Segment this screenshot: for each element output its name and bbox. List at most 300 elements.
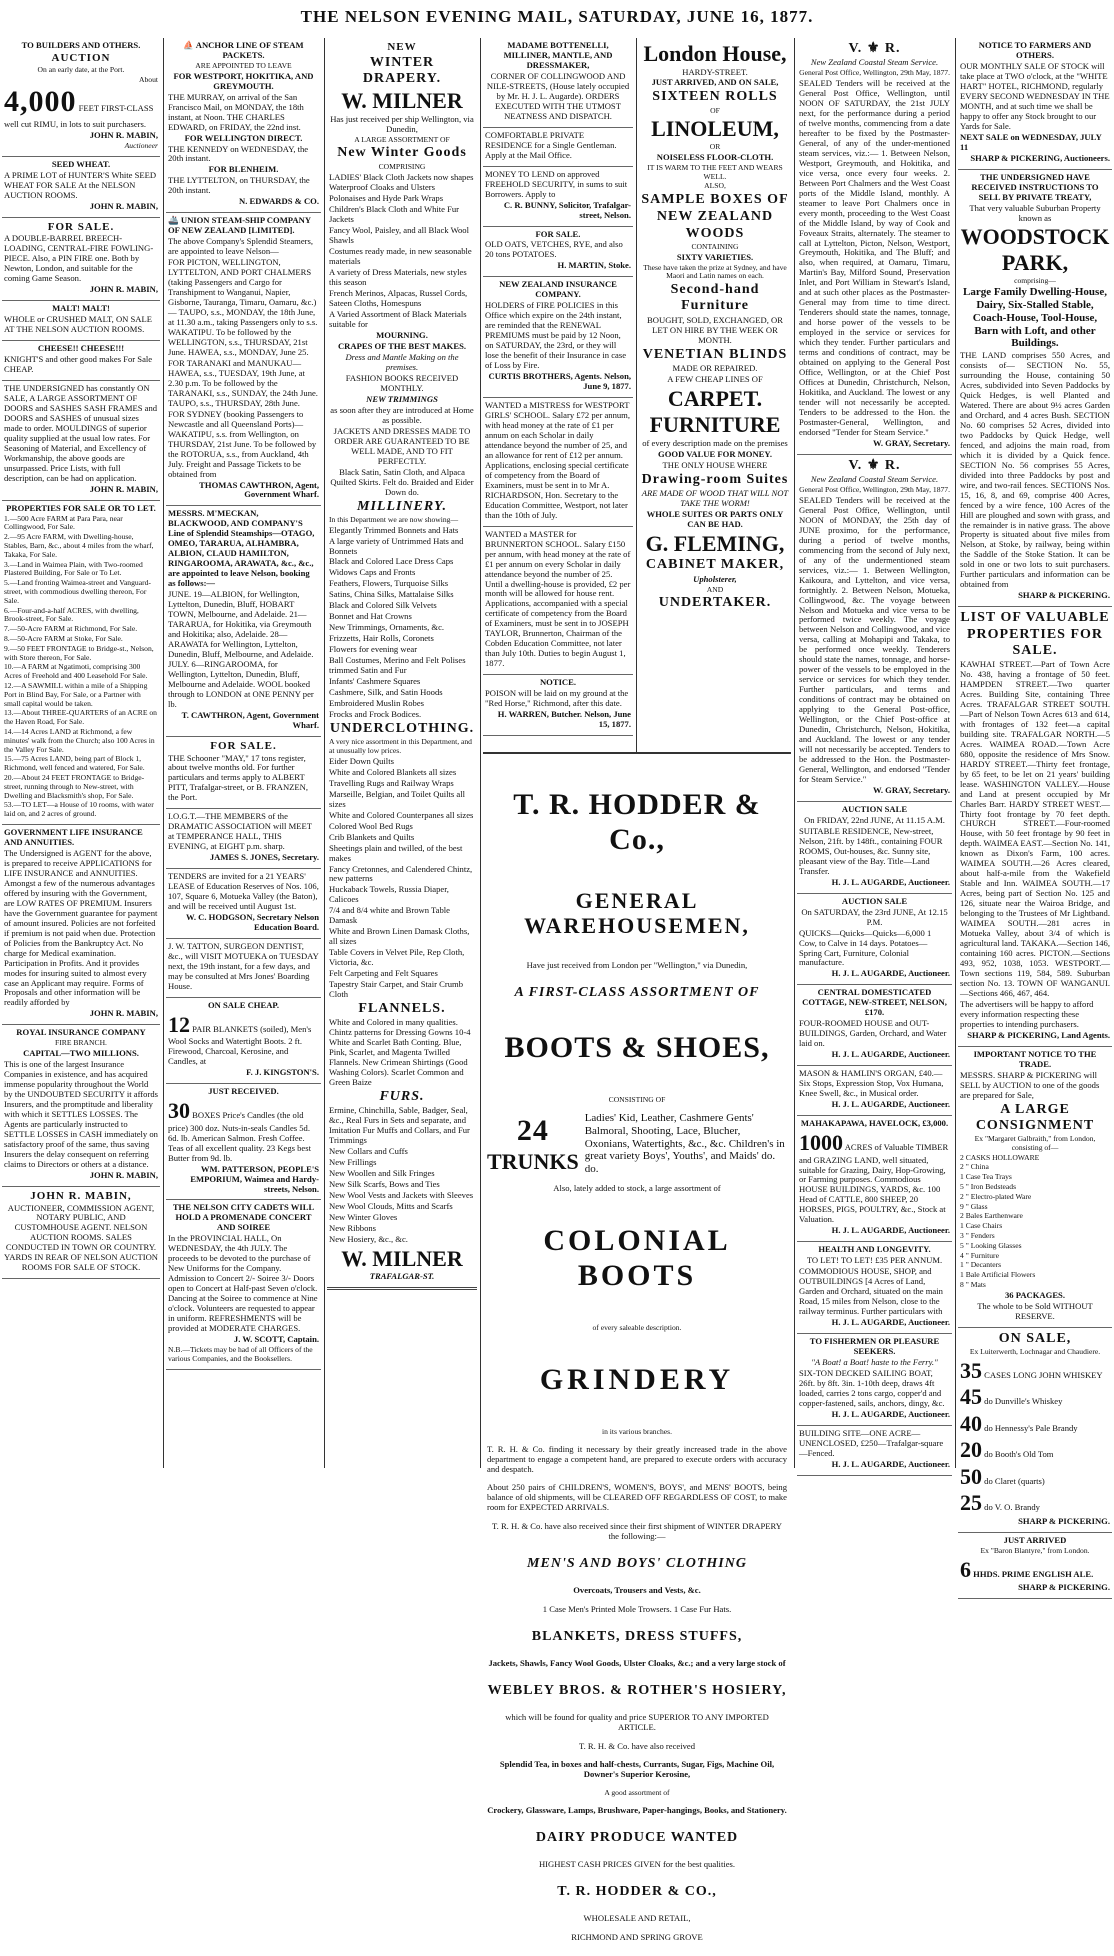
trimmings-text: as soon after they are introduced at Home as possible. [330, 404, 474, 425]
list-item: New Winter Gloves [329, 1212, 398, 1223]
auctioneer-name: JOHN R. MABIN, [89, 284, 158, 295]
ad-just-received [166, 1084, 321, 1200]
auction1-title: AUCTION SALE [841, 803, 908, 814]
ad-steam-service-2 [797, 455, 952, 802]
properties-title: PROPERTIES FOR SALE OR TO LET. [6, 502, 156, 513]
auctioneer-name: JOHN R. MABIN, [89, 130, 158, 141]
millinery-title: MILLINERY. [357, 498, 447, 514]
anchor-title [168, 41, 319, 61]
spirit-count: 35 [960, 1357, 982, 1383]
list-item: LADIES' Black Cloth Jackets now shapes [329, 171, 474, 182]
wellington-head: FOR WELLINGTON DIRECT. [184, 132, 303, 143]
undertaker: UNDERTAKER. [658, 595, 772, 611]
list-item: 5 " Looking Glasses [960, 1240, 1022, 1250]
kingston-sig: F. J. KINGSTON'S. [246, 1067, 319, 1078]
gray2: W. GRAY, Secretary. [873, 784, 950, 795]
auctioneer-name: JOHN R. MABIN, [89, 1008, 158, 1019]
finding: T. R. H. & Co. finding it necessary by their greatly increased trade in the above department to engage a competent hand, are prepared to execute orders with accuracy and despatch. [487, 1443, 787, 1474]
every: of every description made on the premises [642, 437, 788, 448]
list-item: Fancy Wool, Paisley, and all Black Wool Shawls [329, 225, 469, 246]
num24: 24 [516, 1113, 549, 1147]
spirits-list [960, 1358, 1110, 1516]
ad-fowling-piece [2, 218, 160, 302]
spirit-label: do Dunville's Whiskey [982, 1396, 1063, 1407]
mmeckan-text: JUNE. 19—ALBION, for Wellington, Lyttelton, Dunedin, Bluff, HOBART TOWN, Melbourne, and Adelaide. 21—TARARUA, for Hokitika, via Greymouth and Hokitika; also, Adelaide. 28—ARAWATA for Wellington, Lyttelton, Dunedin, Bluff, Melbourne, and Adelaide. JULY. 6—RINGAROOMA, for Wellington, Lyttelton, Dunedin, Bluff, Melbourne and Adelaide. WOOL booked through to LONDON at ONE PENNY per lb. [168, 589, 314, 709]
list-item: 14.—14 Acres LAND at Richmond, a few minutes' walk from the Church; also 100 Acres in the Valley For Sale. [4, 727, 155, 754]
spirit-count: 45 [960, 1384, 982, 1410]
tolet: TO LET! TO LET! £35 PER ANNUM. [806, 1255, 943, 1266]
auction1-text: SUITABLE RESIDENCE, New-street, Nelson, 21ft. by 148ft., containing FOUR ROOMS, Out-houses, &c. Sunny site, pleasant view of the Bay. Title—Land Transfer. [799, 825, 943, 876]
tender2: SEALED Tenders will be received at the General Post Office, Wellington, until NOON of MONDAY, the 25th day of JUNE proximo, for the performance, during a period of twelve months, commencing from the second of July next, of any of the undermentioned steam services, viz.:— 1. Between Wellington, Kaikoura, and Lyttelton, and vice versa, fortnightly. 2. Between Nelson, Motueka, Collingwood, &c. The voyage between Nelson and Motueka and vice versa to be performed twice weekly. The voyage between Nelson and Collingwood, and vice versa, calling at Mohapipi and Takaka, to be performed once weekly. Tenderers should state the names, tonnage, and horse-power of the vessels to be employed in the service or services for which they tender. Further particulars, and terms and conditions of contract may be obtained on applying to the General Post-office, Wellington, or the Chief Post-office at Dunedin, Christchurch, Nelson, Hokitika, and Auckland. The lowest or any tender will not necessarily be accepted. Tenders to be addressed to the Hon. the Postmaster-General, Wellington, and endorsed "Tender for Steam Service." [799, 494, 950, 784]
cottage-title: CENTRAL DOMESTICATED COTTAGE, NEW-STREET, NELSON, £170. [802, 987, 947, 1018]
bunny-sig: C. R. BUNNY, Solicitor, Trafalgar-street, Nelson. [503, 199, 631, 220]
list-item: Felt Carpeting and Felt Squares [329, 968, 438, 979]
ad-malt [2, 301, 160, 341]
ad-doors-sashes [2, 381, 160, 501]
furs-text: Ermine, Chinchilla, Sable, Badger, Seal, &c., Real Furs in Sets and separate, and Imitation Fur Muffs and Collars, and Fur Trimmings [329, 1105, 470, 1146]
list-item: 2 CASKS HOLLOWARE [960, 1152, 1040, 1162]
v-letter: V. [848, 41, 863, 56]
column-2 [166, 38, 321, 1468]
goods-title: New Winter Goods [337, 145, 467, 161]
union-picton: FOR PICTON, WELLINGTON, LYTTELTON, AND PORT CHALMERS (taking Passengers and Cargo for Transhipment to Wanganui, Napier, Gisborne, Tauranga, Timaru, Oamaru, &c.) — TAUPO, s.s., MONDAY, the 18th June, at 11.30 a.m., taking Passengers only to s.s. WAKATIPU. To be followed by the WELLINGTON, s.s., THURSDAY, 21st June. HAWEA, s.s., MONDAY, June 25. [168, 257, 318, 357]
consign-list [960, 1154, 1110, 1290]
list-item: Marseille, Belgian, and Toilet Quilts all sizes [329, 788, 465, 809]
consignment: A LARGE CONSIGNMENT [975, 1101, 1095, 1133]
sale2-text: THE Schooner "MAY," 17 tons register, about twelve months old. For further particulars and terms apply to ALBERT PITT, Trafalgar-street, or B. FRANZEN, the Port. [168, 752, 309, 803]
whole: The whole to be Sold WITHOUT RESERVE. [977, 1300, 1093, 1321]
list-item: 20.—About 24 FEET FRONTAGE to Bridge-street, running through to New-street, with Dwelling and Blacksmith's shop, For Sale. [4, 773, 145, 800]
secondhand: Second-hand Furniture [670, 282, 760, 314]
list-item: Embroidered Muslin Robes [329, 698, 424, 709]
scott-sig: J. W. SCOTT, Captain. [233, 1334, 319, 1345]
carpet: CARPET. [667, 385, 763, 411]
undersigned-title: THE UNDERSIGNED HAVE RECEIVED INSTRUCTIONS TO SELL BY PRIVATE TREATY, [971, 171, 1099, 202]
ad-building-site [797, 1426, 952, 1476]
footer-place: TRAFALGAR-ST. [369, 1271, 435, 1282]
footer-place: RICHMOND AND SPRING GROVE [571, 1932, 703, 1943]
gray1: W. GRAY, Secretary. [873, 437, 950, 448]
ad-property-list [958, 607, 1112, 1047]
list-item: 1 Case Chairs [960, 1221, 1003, 1231]
moleskins: 1 Case Men's Printed Mole Trowsers. 1 Case Fur Hats. [542, 1603, 732, 1614]
list-item: 1 Bale Artificial Flowers [960, 1270, 1036, 1280]
flannels-text: White and Colored in many qualities. Chintz patterns for Dressing Gowns 10-4 White and Scarlet Bath Conting. Blue, Pink, Scarlet, and Magenta Twilled Flannels. New Crimean Shirtings (Good Washing Colors). Scarlet Common and Green Baize [329, 1017, 471, 1088]
list-item: 3.—Land in Waimea Plain, with Two-roomed Plastered Building, For Sale or To Let. [4, 559, 143, 578]
comprising: comprising— [1014, 275, 1056, 285]
augarde-sig: H. J. L. AUGARDE, Auctioneer. [831, 876, 950, 887]
land-text: THE LAND comprises 550 Acres, and consists of— SECTION No. 55, surrounding the House, containing 50 Acres, subdivided into Seven Paddocks by Quick Hedges, is well Planted and Watered. There are about 9½ acres Garden and Orchard, and 4 acres Bush. SECTION No. 60 comprises 52 Acres, divided into two Paddocks by Quick Hedge, well fenced, and adjoins the main road, from which it is divided by a Quick fence. SECTION No. 56 comprises 55 Acres, divided into three Paddocks by post and wire, and two-rail fences. SECTIONS Nos. 15, 16, 8, and 69, comprise 400 Acres, fenced by a wire fence, 100 Acres of the Hill are ploughed and sown with grass, and the remainder is in native grass. The above Property is situated about five miles from Nelson, at Stoke, by railway, being within the Saddle of the Stoke Station. It can be sold in one or two lots to suit purchasers. Further particulars and information can be obtained from [960, 350, 1110, 590]
residence-text: COMFORTABLE PRIVATE RESIDENCE for a Single Gentleman. Apply at the Mail Office. [485, 129, 617, 160]
auction2-title: AUCTION SALE [841, 895, 908, 906]
overcoats: Overcoats, Trousers and Vests, &c. [573, 1585, 701, 1596]
mabin-card-text: AUCTIONEER, COMMISSION AGENT, NOTARY PUBLIC, AND CUSTOMHOUSE AGENT. NELSON AUCTION ROOMS. SALES CONDUCTED IN TOWN OR COUNTRY. YARDS IN REAR OF NELSON AUCTION ROOMS FOR SALE OF STOCK. [4, 1202, 158, 1273]
v-letter: V. [848, 457, 863, 473]
trunks-block [487, 1112, 787, 1176]
sharp-sig: SHARP & PICKERING, Auctioneers. [970, 152, 1110, 163]
ad-ale [958, 1533, 1112, 1599]
ad-cadets [166, 1200, 321, 1369]
mourning: MOURNING. [376, 330, 428, 341]
cawthron-sig: THOMAS CAWTHRON, Agent, Government Wharf. [199, 479, 319, 500]
rolls: SIXTEEN ROLLS [652, 89, 778, 105]
govt-title: GOVERNMENT LIFE INSURANCE AND ANNUITIES. [4, 826, 143, 847]
spirit-count: 40 [960, 1410, 982, 1436]
just-received: JUST ARRIVED [1003, 1534, 1067, 1545]
auctioneer-role: Auctioneer [124, 141, 158, 151]
auction2-date: On SATURDAY, the 23rd JUNE, At 12.15 P.M. [801, 906, 948, 927]
ad-union-steam [166, 213, 321, 506]
ad-bottenelli [483, 38, 633, 128]
list-item: Bonnet and Hat Crowns [329, 611, 412, 622]
list-item: 8 " Mats [960, 1280, 986, 1290]
woodstock-list: Large Family Dwelling-House, Dairy, Six-Stalled Stable, Coach-House, Tool-House, Barn with Loft, and other Buildings. [963, 286, 1107, 350]
crapes: CRAPES OF THE BEST MAKES. [337, 341, 467, 351]
list-item: Eider Down Quilts [329, 755, 394, 766]
list-item: Frizzetts, Hair Rolls, Coronets [329, 633, 434, 644]
ad-auction-1 [797, 802, 952, 894]
list-item: Infants' Cashmere Squares [329, 676, 421, 687]
trimmings-title: NEW TRIMMINGS [366, 393, 438, 404]
curtis-sig: CURTIS BROTHERS, Agents. Nelson, June 9, 1877. [488, 371, 631, 392]
heading: TO BUILDERS AND OTHERS. [21, 40, 141, 50]
martin-sig: H. MARTIN, Stoke. [557, 260, 631, 271]
spirit-label: do Hennessy's Pale Brandy [982, 1422, 1078, 1433]
cheese-title: CHEESE!! CHEESE!!! [37, 343, 125, 354]
acres-text: ACRES of Valuable TIMBER and GRAZING LAND, well situated, suitable for Grazing, Dairy, Hop-Growing, or Farming purposes. Commodious HOUSE BUILDINGS, YARDS, &c. 100 Head of CATTLE, 800 SHEEP, 20 HORSES, PIGS, POULTRY, &c., Stock at Valuation. [799, 1142, 949, 1225]
cadets-title: THE NELSON CITY CADETS WILL HOLD A PROMENADE CONCERT AND SOIREE [172, 1202, 315, 1233]
about-label: About [139, 74, 158, 84]
linoleum: LINOLEUM, [651, 116, 779, 142]
trunks: TRUNKS [487, 1148, 579, 1174]
cabinet: CABINET MAKER, [645, 557, 785, 573]
organ-text: MASON & HAMLIN'S ORGAN, £40.—Six Stops, Expression Stop, Vox Humana, Knee Swell, &c., in Musical order. [799, 1068, 944, 1099]
ad-important-notice [958, 1047, 1112, 1328]
union-title-text: UNION STEAM-SHIP COMPANY OF NEW ZEALAND [LIMITED]. [168, 215, 311, 236]
consignment-sub: Ex "Margaret Galbraith," from London, consisting of— [974, 1134, 1096, 1152]
dress-mantle: Dress and Mantle Making on the premises. [345, 351, 459, 372]
nzins-title: NEW ZEALAND INSURANCE COMPANY. [499, 279, 617, 300]
hhds-text: HHDS. PRIME ENGLISH ALE. [973, 1568, 1094, 1579]
list-item: French Merinos, Alpacas, Russel Cords, Sateen Cloths, Homespuns [329, 288, 468, 309]
list-item: Huckaback Towels, Russia Diaper, Calicoes [329, 884, 449, 905]
r-letter: R. [884, 457, 901, 473]
undersigned-text: THE UNDERSIGNED has constantly ON SALE, A LARGE ASSORTMENT OF DOORS and SASHES SASH FRAMES and DOORS and SASHES of unusual sizes made to order. MOULDINGS of superior quality supplied at the usual low rates. For Seasoning of Material, and Excellency of Workmanship, the above goods are unsurpassed. Price Lists, with full description, can be had on application. [4, 383, 158, 483]
fishermen-quote: "A Boat! a Boat! haste to the Ferry." [811, 1356, 938, 1367]
list-item: A large variety of Untrimmed Hats and Bonnets [329, 535, 464, 556]
colonial: COLONIAL BOOTS [543, 1224, 731, 1293]
crest-icon: ⚜ [866, 457, 881, 473]
union-title [168, 216, 319, 236]
sixty: SIXTY VARIETIES. [676, 251, 754, 262]
royal-title: ROYAL INSURANCE COMPANY [16, 1027, 146, 1038]
list-item: 2 " Electro-plated Ware [960, 1191, 1032, 1201]
received-title: JUST RECEIVED. [208, 1086, 279, 1097]
millinery-intro: In this Department we are now showing— [329, 514, 459, 524]
crest-icon: ⚜ [866, 41, 881, 56]
millinery-list [329, 526, 475, 720]
winter-title: WINTER DRAPERY. [362, 54, 442, 86]
cheap-num: 12 [168, 1011, 190, 1037]
ad-cottage [797, 985, 952, 1066]
spirit-count: 50 [960, 1463, 982, 1489]
column-6 [797, 38, 952, 1468]
steamship-icon: 🚢 [168, 215, 179, 226]
next-sale: NEXT SALE on WEDNESDAY, JULY 11 [960, 131, 1102, 152]
list-item: 6.—Four-and-a-half ACRES, with dwelling, Brook-street, For Sale. [4, 605, 139, 624]
augarde-sig: H. J. L. AUGARDE, Auctioneer. [831, 1317, 950, 1328]
list-item: Costumes ready made, in new seasonable materials [329, 246, 472, 267]
auctioneer-name: JOHN R. MABIN, [89, 200, 158, 211]
spirit-row [960, 1464, 1110, 1490]
tender1: SEALED Tenders will be received at the General Post Office, Wellington, until NOON OF SATURDAY, the 21st JULY next, for the performance during a period of twelve months, commencing from a date hereafter to be fixed by the Postmaster-General, of any of the under-mentioned steam services, viz.:— 1. Between Nelson, Westport, Greymouth, and Hokitika, and vice versa, once every four weeks. 2. Between Port Chalmers and the West Coast ports of the Middle Island, monthly. A steamer to leave Port Chalmers once in every month, proceeding to the West Coast of the Middle Island, by way of Cook and Foveaux Straits, alternately. The steamer to call at Lyttelton, Picton, Nelson, Westport, Greymouth, Hokitika, and The Bluff; and also, when required, at Oamaru, Timaru, Martin's Bay, Milford Sound, Preservation Inlet, and Port William in Stewart's Island, and at such other places as the Postmaster-General may from time to time direct. Tenderers should state the names, tonnage, and horse power of the vessels to be employed in the service or services for which they tender. Further particulars and terms and conditions of contract, may be obtained on applying to the General Post Office, Wellington, or at the Chief Post Offices at Dunedin, Christchurch, Nelson, Hokitika, and Auckland. The lowest or any tender will not necessarily be accepted. Tenders to be addressed to the Hon. the Postmaster-General, Wellington, and endorsed "Tender for Steam Service." [799, 78, 950, 437]
ad-london-house [639, 38, 791, 617]
list-item: 15.—75 Acres LAND, being part of Block 1, Richmond, well fenced and watered, For Sale. [4, 754, 145, 773]
drawing: Drawing-room Suites [641, 471, 789, 487]
footer-role: WHOLESALE AND RETAIL, [583, 1913, 691, 1924]
list-item: 7/4 and 8/4 white and Brown Table Damask [329, 905, 450, 926]
list-item: Crib Blankets and Quilts [329, 831, 415, 842]
list-item: 2.—95 Acre FARM, with Dwelling-house, Stables, Barn, &c., about 4 miles from the wharf, Takaka, For Sale. [4, 532, 154, 559]
ex: Ex Luiterwerth, Lochnagar and Chaudiere. [969, 1346, 1101, 1356]
hhds-offer [960, 1557, 1110, 1583]
list-item: White and Brown Linen Damask Cloths, all sizes [329, 926, 470, 947]
augarde-sig: H. J. L. AUGARDE, Auctioneer. [831, 1408, 950, 1419]
ad-notice [483, 675, 633, 736]
upholsterer: Upholsterer, [693, 573, 737, 584]
union-intro: The above Company's Splendid Steamers, are appointed to leave Nelson— [168, 236, 313, 257]
ad-farmers [958, 38, 1112, 170]
sharp3-sig: SHARP & PICKERING, Land Agents. [967, 1029, 1110, 1040]
list-item: Black and Colored Lace Dress Caps [329, 556, 454, 567]
ex2: Ex "Baron Blantyre," from London. [980, 1545, 1090, 1555]
nz-woods: NEW ZEALAND WOODS [656, 209, 774, 241]
ad-schooner [166, 737, 321, 810]
ad-oats [483, 227, 633, 278]
hodder-first-class: A FIRST-CLASS ASSORTMENT OF [514, 984, 760, 1000]
blenheim-head: FOR BLENHEIM. [208, 164, 279, 175]
list-item: Frocks and Frock Bodices. [329, 709, 422, 720]
iogt-title: I.O.G.T.—THE MEMBERS of the DRAMATIC ASSOCIATION will MEET at TEMPERANCE HALL, THIS EVENING, at EIGHT p.m. sharp. [168, 811, 312, 852]
received-num: 30 [168, 1098, 190, 1124]
cadets-nb: N.B.—Tickets may be had of all Officers of the various Companies, and the Booksellers. [168, 1345, 313, 1363]
timber-text: FEET FIRST-CLASS well cut RIMU, in lots to suit purchasers. [4, 103, 154, 130]
edwards-sig: N. EDWARDS & CO. [239, 196, 319, 207]
hodder-received: Have just received from London per "Wellington," via Dunedin, [526, 959, 748, 970]
milner-title: W. MILNER [341, 88, 463, 114]
ad-timber-auction [2, 38, 160, 157]
anchor-title-text: ANCHOR LINE OF STEAM PACKETS. [195, 40, 304, 60]
bought: BOUGHT, SOLD, EXCHANGED, OR LET ON HIRE BY THE WEEK OR MONTH. [647, 314, 783, 345]
ad-residence [483, 128, 633, 167]
auctioneer-name: JOHN R. MABIN, [89, 1169, 158, 1180]
nzins-text: HOLDERS of FIRE POLICIES in this Office which expire on the 24th instant, are reminded that the RENEWAL PREMIUMS must be paid by 12 Noon, on SATURDAY, the 23rd, or they will lose the benefit of their Insurance in case of Loss by Fire. [485, 300, 627, 371]
spirit-count: 20 [960, 1437, 982, 1463]
ad-organ [797, 1066, 952, 1116]
blenheim-text: THE LYTTELTON, on THURSDAY, the 20th instant. [168, 175, 310, 196]
money-text: MONEY TO LEND on approved FREEHOLD SECURITY, in sums to suit Borrowers. Apply to [485, 168, 628, 199]
ad-royal-insurance [2, 1025, 160, 1186]
list-title: LIST OF VALUABLE PROPERTIES FOR SALE. [960, 610, 1110, 658]
list-item: 1 " Decanters [960, 1260, 1002, 1270]
list-item: 53.—TO LET—a House of 10 rooms, with water laid on, and 2 acres of ground. [4, 800, 154, 819]
ad-master [483, 527, 633, 676]
or: OR [709, 142, 721, 151]
list-item: 4 " Furniture [960, 1250, 999, 1260]
list-item: New Wool Clouds, Mitts and Scarfs [329, 1201, 453, 1212]
list-item: 5.—Land fronting Waimea-street and Vanguard-street, with commodious dwelling thereon, For Sale. [4, 578, 151, 605]
ship-icon: ⛵ [183, 40, 195, 50]
ad-tatton [166, 939, 321, 998]
cheap-title: ON SALE CHEAP. [207, 999, 280, 1010]
list-item: New Silk Scarfs, Bows and Ties [329, 1179, 440, 1190]
for-sale-text: A DOUBLE-BARREL BREECH-LOADING, CENTRAL-FIRE FOWLING-PIECE. Also, a PIN FIRE one. Both by Newton, London, and suitable for the coming Game Season. [4, 233, 154, 284]
masthead: THE NELSON EVENING MAIL, SATURDAY, JUNE 16, 1877. [300, 7, 814, 26]
on-sale: ON SALE, [998, 1330, 1072, 1346]
health-title: HEALTH AND LONGEVITY. [818, 1244, 931, 1255]
footer-name: T. R. HODDER & CO., [557, 1884, 717, 1900]
only-house: THE ONLY HOUSE WHERE [662, 459, 768, 470]
patterson-sig: WM. PATTERSON, PEOPLE'S EMPORIUM, Waimea and Hardy-streets, Nelson. [190, 1163, 319, 1194]
crest-2 [799, 458, 950, 474]
auction-sub: On an early date, at the Port. [37, 64, 125, 74]
for-sale-title: FOR SALE. [47, 220, 115, 233]
westport-text: THE MURRAY, on arrival of the San Francisco Mail, on MONDAY, the 18th instant, at Noon. THE CHARLES EDWARD, on FRIDAY, the 22nd inst. [168, 91, 304, 132]
building-text: BUILDING SITE—ONE ACRE—UNENCLOSED, £250—Trafalgar-square—Fenced. [799, 1427, 944, 1458]
list-item: 9 " Glass [960, 1201, 988, 1211]
augarde-sig: H. J. L. AUGARDE, Auctioneer. [831, 1225, 950, 1236]
cheap-offer [168, 1012, 319, 1067]
list-item: Travelling Rugs and Railway Wraps [329, 777, 454, 788]
grindery: GRINDERY [539, 1362, 735, 1396]
hodder-consisting: CONSISTING OF [608, 1094, 666, 1104]
oats-text: OLD OATS, VETCHES, RYE, and also 20 tons POTATOES. [485, 239, 623, 260]
spirit-row [960, 1384, 1110, 1410]
health-text: COMMODIOUS HOUSE, SHOP, and OUTBUILDINGS [4 Acres of Land, Garden and Orchard, situated on the main Road, 15 miles from Nelson, close to the railway terminus. Further particulars with [799, 1266, 943, 1317]
timber-offer [4, 85, 158, 130]
fishermen-title: TO FISHERMEN OR PLEASURE SEEKERS. [809, 1336, 940, 1357]
list-item: White and Colored Blankets all sizes [329, 766, 457, 777]
ad-hodder [483, 752, 791, 1943]
auction-title: AUCTION [51, 51, 111, 64]
r-letter: R. [884, 41, 901, 56]
list-item: A Varied Assortment of Black Materials suitable for [329, 309, 467, 330]
column-rule [163, 38, 164, 1468]
list-item: Flowers for evening wear [329, 644, 418, 655]
hodder-title: T. R. HODDER & Co., [513, 788, 761, 856]
fishermen-text: SIX-TON DECKED SAILING BOAT, 26ft. by 8ft. 3in. 1-10th deep, draws 4ft loaded, carries 2 tons cargo, copper'd and copper-fastened, sails, anchors, dingy, &c. [799, 1367, 945, 1408]
list-item: Table Covers in Velvet Pile, Rep Cloth, Victoria, &c. [329, 947, 465, 968]
augarde-sig: H. J. L. AUGARDE, Auctioneer. [831, 968, 950, 979]
received-offer [168, 1098, 319, 1163]
assortment: A LARGE ASSORTMENT OF [354, 134, 450, 144]
london-title: London House, [643, 41, 787, 66]
list-item: Widows Caps and Fronts [329, 567, 416, 578]
list-item: A variety of Dress Materials, new styles this season [329, 267, 467, 288]
mahakapawa: MAHAKAPAWA, HAVELOCK, £3,000. [800, 1118, 949, 1129]
fashion: FASHION BOOKS RECEIVED MONTHLY. [345, 372, 459, 393]
list-item: New Wool Vests and Jackets with Sleeves [329, 1190, 474, 1201]
list-item: Cashmere, Silk, and Satin Hoods [329, 687, 443, 698]
superior: which will be found for quality and price SUPERIOR TO ANY IMPORTED ARTICLE. [505, 1712, 769, 1733]
list-item: Colored Wool Bed Rugs [329, 820, 413, 831]
list-item: 2 " China [960, 1162, 989, 1172]
saleable: of every saleable description. [592, 1322, 682, 1332]
ad-properties [2, 501, 160, 825]
list-item: Tapestry Stair Carpet, and Stair Crumb Cloth [329, 979, 464, 1000]
whole-suites: WHOLE SUITES OR PARTS ONLY CAN BE HAD. [646, 508, 784, 529]
malt-title: MALT! MALT! [52, 303, 110, 314]
highest: HIGHEST CASH PRICES GIVEN for the best qualities. [538, 1859, 736, 1870]
webley: WEBLEY BROS. & ROTHER'S HOSIERY, [487, 1682, 787, 1698]
london-sub: HARDY-STREET. [682, 66, 748, 77]
underclothing-title: UNDERCLOTHING. [329, 721, 475, 736]
list-item: Waterproof Cloaks and Ulsters [329, 182, 435, 193]
venetian: VENETIAN BLINDS [642, 346, 788, 362]
ad-seed-wheat [2, 157, 160, 218]
footer-name: W. MILNER [341, 1245, 463, 1271]
blankets: BLANKETS, DRESS STUFFS, [531, 1628, 743, 1644]
column-rule [955, 38, 956, 1468]
ad-sale-cheap [166, 998, 321, 1084]
ad-government-insurance [2, 825, 160, 1025]
value: GOOD VALUE FOR MONEY. [658, 448, 772, 459]
spirit-row [960, 1411, 1110, 1437]
royal-sub: FIRE BRANCH. [55, 1038, 107, 1048]
list-item: 12.—A SAWMILL within a mile of a Shipping Port in Blind Bay, For Sale, or a Partner with small capital would be taken. [4, 681, 148, 708]
column-1 [2, 38, 160, 1468]
hodgson-sig: W. C. HODGSON, Secretary Nelson Education Board. [186, 912, 319, 933]
ad-mistress [483, 398, 633, 527]
list-item: Black and Colored Silk Velvets [329, 600, 437, 611]
augarde-sig: H. J. L. AUGARDE, Auctioneer. [831, 1458, 950, 1469]
tatton-text: J. W. TATTON, SURGEON DENTIST, &c., will VISIT MOTUEKA on TUESDAY next, the 19th instant, for a few days, and may be consulted at Mrs Jones' Boarding House. [168, 941, 319, 991]
augarde-sig: H. J. L. AUGARDE, Auctioneer. [831, 1049, 950, 1060]
ad-mahakapawa [797, 1116, 952, 1242]
important-text: MESSRS. SHARP & PICKERING will SELL by AUCTION to one of the goods are prepared for Sale, [960, 1069, 1100, 1100]
list-item: 13.—About THREE-QUARTERS of an ACRE on the Haven Road, For Sale. [4, 708, 157, 727]
mabin-card-title: JOHN R. MABIN, [30, 1189, 132, 1202]
list-item: New Collars and Cuffs [329, 1146, 408, 1157]
sixty-text: These have taken the prize at Sydney, and have Maori and Latin names on each. [643, 262, 787, 281]
containing: CONTAINING [691, 241, 739, 251]
ad-steam-service-1 [797, 38, 952, 455]
warren-sig: H. WARREN, Butcher. Nelson, June 15, 1877. [497, 709, 631, 730]
list-item: Children's Black Cloth and White Fur Jackets [329, 204, 460, 225]
list-item: New Frillings [329, 1157, 377, 1168]
underclothing-text: A very nice assortment in this Department, and at unusually low prices. [329, 737, 472, 756]
royal-capital: CAPITAL—TWO MILLIONS. [23, 1048, 139, 1059]
cawthron2-sig: T. CAWTHRON, Agent, Government Wharf. [181, 709, 319, 730]
ad-nz-insurance [483, 277, 633, 398]
ad-auction-2 [797, 894, 952, 986]
list-item: Sheetings plain and twilled, of the best makes [329, 842, 463, 863]
list-item: New Ribbons [329, 1223, 377, 1234]
spirit-label: CASES LONG JOHN WHISKEY [982, 1369, 1103, 1380]
list-item: 2 Bales Earthenware [960, 1211, 1023, 1221]
list-item: 9.—50 FEET FRONTAGE to Bridge-st., Nelson, with Store thereon, For Sale. [4, 643, 154, 662]
woodstock: WOODSTOCK PARK, [960, 224, 1110, 275]
list-text: KAWHAI STREET.—Part of Town Acre No. 438, having a frontage of 50 feet. HAMPDEN STREET.—Two quarter Acres. Building Site, containing Three Acres. TRAFALGAR STREET SOUTH.—Part of Nelson Town Acres 613 and 614, with frontages of 132 feet—a capital building site. TRAFALGAR NORTH.—5 Acres. WAIMEA ROAD.—Town Acre 680, opposite the residence of Mrs Snow. HARDY STREET.—Thirty feet frontage, by 65 feet, to be let on 21 years' building lease. WASHINGTON VALLEY.—House and Land at present occupied by Mr Charles Barr. HARDY STREET WEST.—Thirty foot frontage by 70 feet depth. CHURCH STREET.—Four-roomed House, with 50 feet frontage by 90 feet in depth. WAIMEA EAST.—Section No. 141, known as Dixon's Farm, 100 acres. WAIMEA SOUTH.—26 Acres cleared, about half-a-mile from the Wakefield Stable and Inn. WAIMEA SOUTH.—17 Acres, being part of Section No. 125 and 126, situate near the Wairoa Bridge, and belonging to the Trustees of Mr Lightband. WAIMEA SOUTH.—281 acres in Motueka Valley, about 3/4 of which is agricultural land. TAKAKA.—Section 146, containing 160 acres. PICTON.—Sections 493, 952, 1038, 1053. WESTPORT.—Town sections 119, 584, 589. Suburban section No. 13. TOWN OF WANGANUI.—Sections 466, 467, 464. [960, 658, 1110, 998]
crockery: Crockery, Glassware, Lamps, Brushware, Paper-hangings, Books, and Stationery. [487, 1805, 787, 1816]
under-list [329, 757, 475, 1000]
ad-mmeckan [166, 506, 321, 736]
also-added: Also, lately added to stock, a large assortment of [553, 1183, 721, 1194]
column-7 [958, 38, 1112, 1593]
union-sydney: FOR SYDNEY (booking Passengers to Newcastle and all Queensland Ports)—WAKATIPU, s.s. from Wellington, on THURSDAY, 21st June. To be followed by the ROTORUA, s.s., from Auckland, 4th July. Freight and Passage Tickets to be obtained from [168, 408, 317, 479]
farmers-title: NOTICE TO FARMERS AND OTHERS. [978, 40, 1092, 60]
cottage-text: FOUR-ROOMED HOUSE and OUT-BUILDINGS, Garden, Orchard, and Water laid on. [799, 1018, 947, 1049]
